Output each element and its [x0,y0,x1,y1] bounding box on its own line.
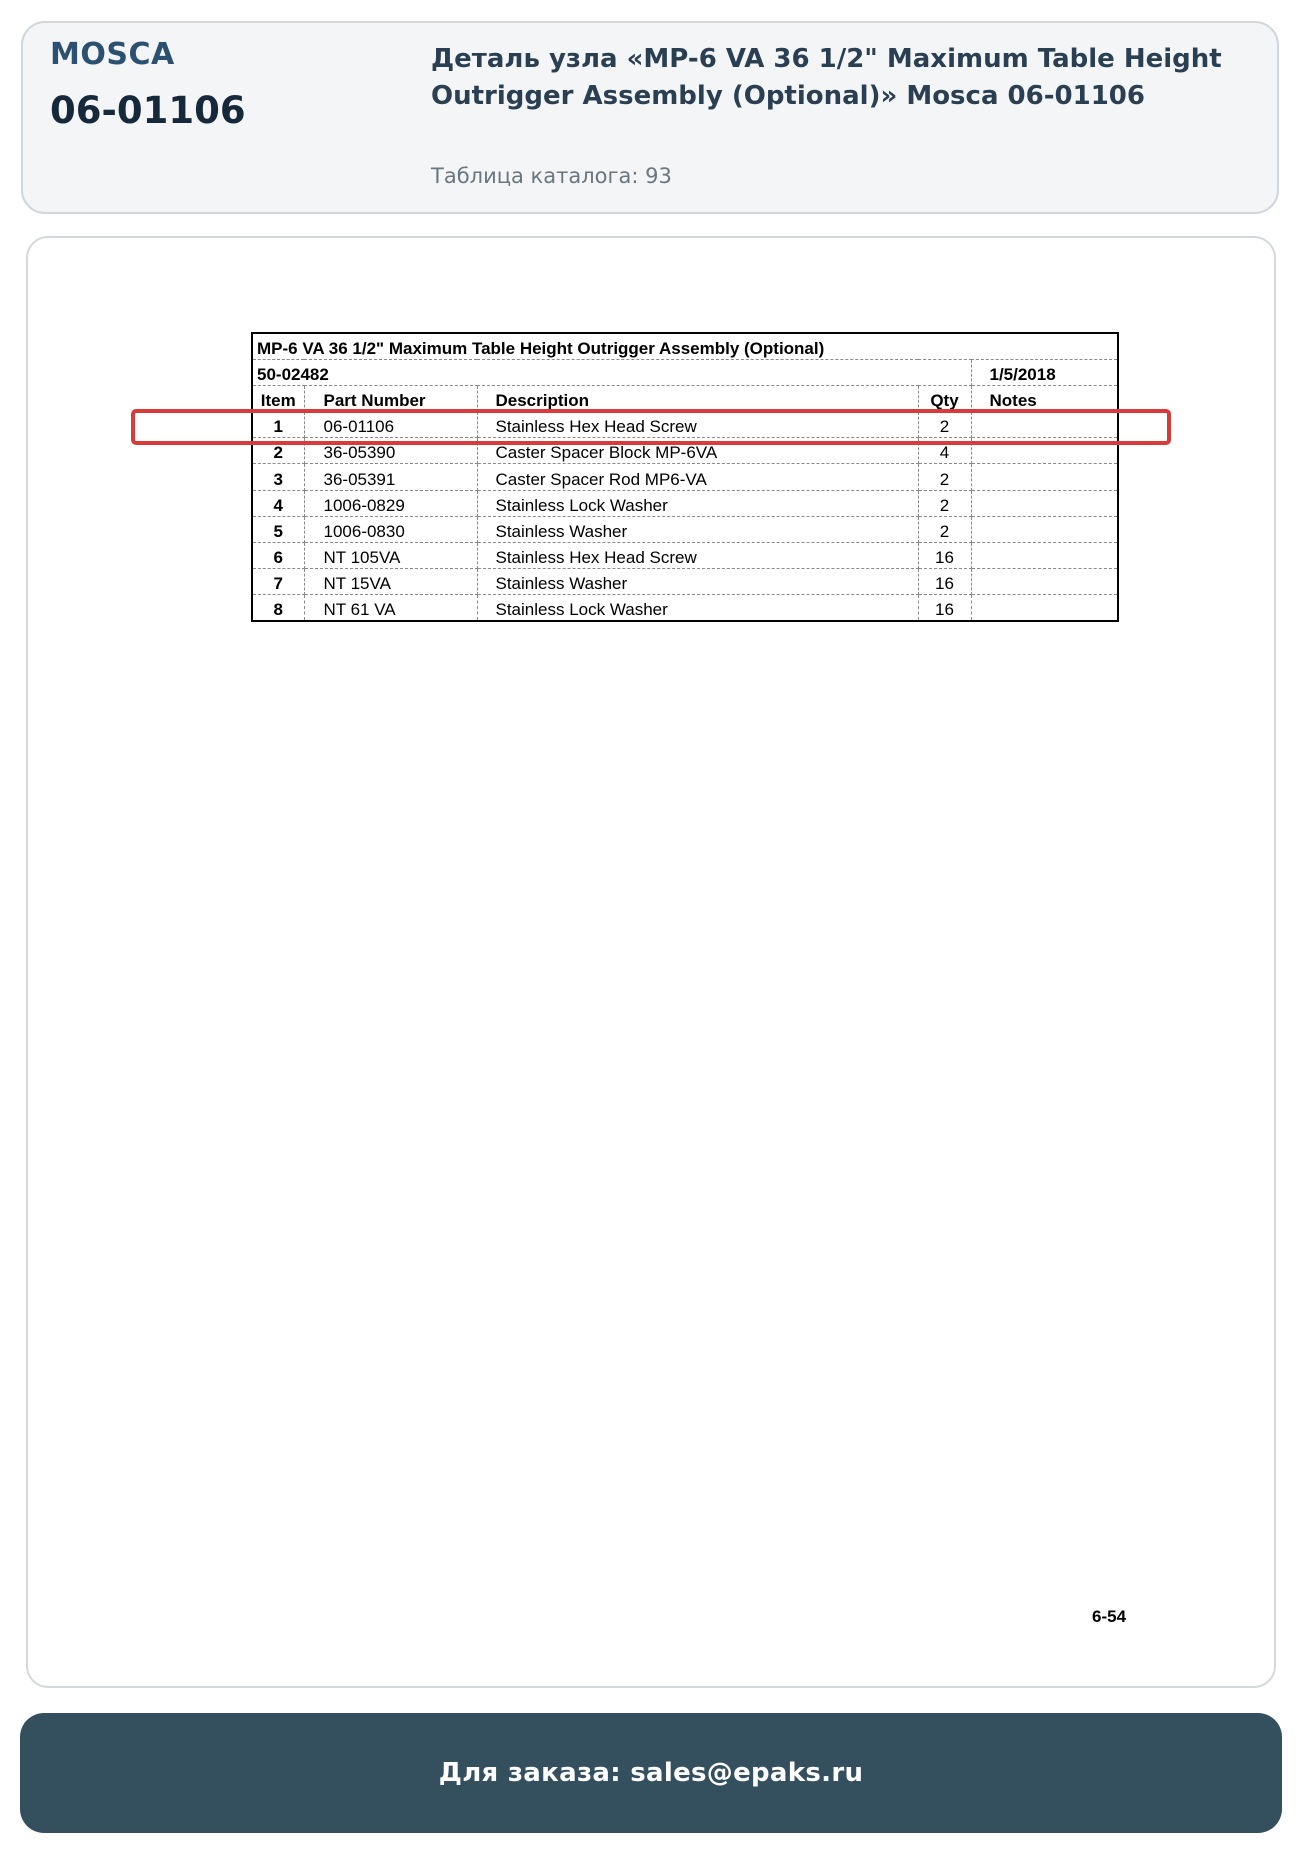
row-item: 6 [252,543,304,569]
sheet-page-number: 6-54 [1092,1607,1127,1626]
column-header-item: Item [252,385,304,411]
row-qty: 2 [918,490,971,516]
part-number: 06-01106 [50,89,246,132]
row-notes [971,543,1118,569]
column-header-description: Description [477,385,918,411]
row-item: 2 [252,438,304,464]
row-description: Stainless Washer [477,569,918,595]
order-footer [20,1713,1282,1833]
row-description: Caster Spacer Rod MP6-VA [477,464,918,490]
table-row [252,490,1118,516]
row-qty: 16 [918,595,971,621]
table-row [252,543,1118,569]
row-qty: 2 [918,412,971,438]
brand-name: MOSCA [50,37,175,72]
row-item: 8 [252,595,304,621]
header-card [21,21,1279,214]
row-item: 4 [252,490,304,516]
column-header-qty: Qty [918,385,971,411]
row-qty: 16 [918,569,971,595]
row-description: Caster Spacer Block MP-6VA [477,438,918,464]
row-part-number: 1006-0830 [304,516,477,542]
row-description: Stainless Hex Head Screw [477,543,918,569]
row-qty: 2 [918,516,971,542]
row-notes [971,464,1118,490]
table-row [252,516,1118,542]
row-item: 1 [252,412,304,438]
column-header-notes: Notes [971,385,1118,411]
row-item: 7 [252,569,304,595]
table-row [252,595,1118,621]
sheet-date: 1/5/2018 [971,359,1118,385]
row-part-number: NT 105VA [304,543,477,569]
row-notes [971,595,1118,621]
sheet-title: MP-6 VA 36 1/2" Maximum Table Height Outrigger Assembly (Optional) [252,333,1118,359]
row-part-number: NT 61 VA [304,595,477,621]
highlighted-part-row-outline [131,409,1171,445]
parts-table [251,332,1119,622]
row-part-number: NT 15VA [304,569,477,595]
sheet-title-row [252,333,1118,359]
row-description: Stainless Lock Washer [477,595,918,621]
catalog-table-label: Таблица каталога: 93 [431,164,672,188]
table-header-row [252,385,1118,411]
table-row [252,464,1118,490]
order-contact-text[interactable]: Для заказа: sales@epaks.ru [438,1758,864,1788]
column-header-part-number: Part Number [304,385,477,411]
row-item: 3 [252,464,304,490]
sheet-meta-row [252,359,1118,385]
row-qty: 16 [918,543,971,569]
row-description: Stainless Lock Washer [477,490,918,516]
table-row [252,569,1118,595]
row-qty: 2 [918,464,971,490]
row-part-number: 36-05390 [304,438,477,464]
row-notes [971,516,1118,542]
row-item: 5 [252,516,304,542]
row-qty: 4 [918,438,971,464]
row-part-number: 06-01106 [304,412,477,438]
row-notes [971,569,1118,595]
assembly-number: 50-02482 [252,359,971,385]
page-title: Деталь узла «MP-6 VA 36 1/2" Maximum Table Height Outrigger Assembly (Optional)» Mosca 06-01106 [431,44,1222,111]
row-notes [971,490,1118,516]
row-part-number: 36-05391 [304,464,477,490]
row-part-number: 1006-0829 [304,490,477,516]
row-description: Stainless Washer [477,516,918,542]
row-description: Stainless Hex Head Screw [477,412,918,438]
